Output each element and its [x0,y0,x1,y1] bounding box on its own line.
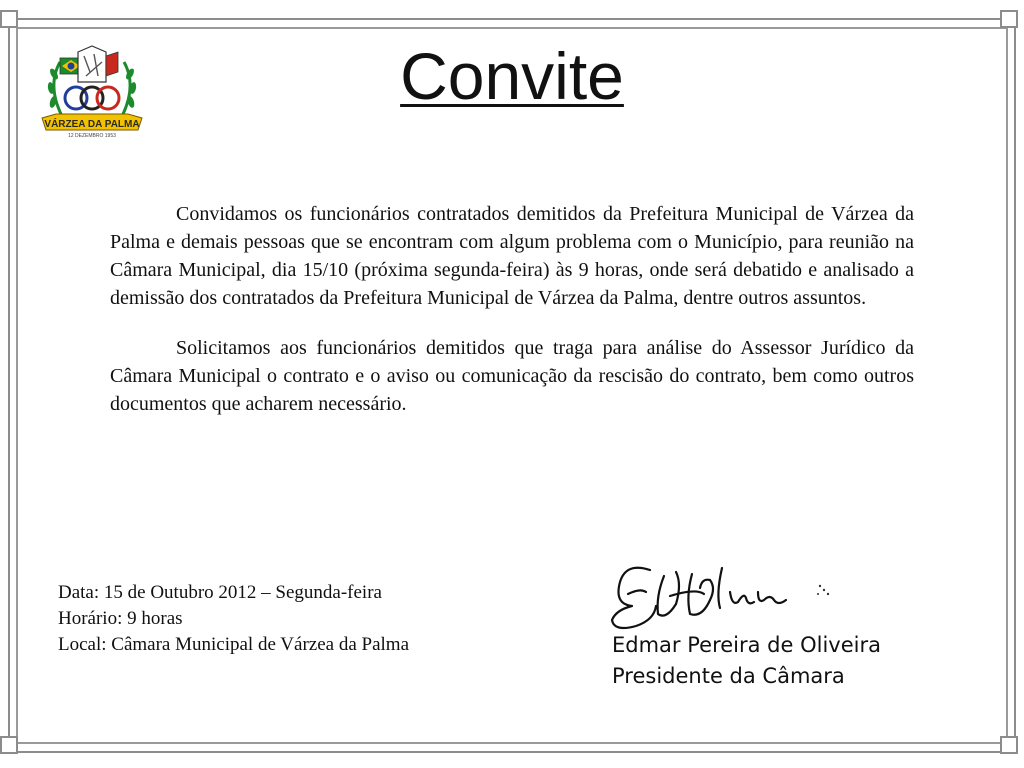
border-corner-bottom-right [1000,736,1018,754]
meeting-time: Horário: 9 horas [58,608,183,629]
border-corner-bottom-left [0,736,18,754]
body-paragraph-2: Solicitamos aos funcionários demitidos que traga para análise do Assessor Jurídico da Câmara Municipal o contrato e o aviso ou comunicação da rescisão do contrato, bem como outros documentos que acharem necessário. [110,337,914,415]
invitation-body [110,200,914,440]
signer-role: Presidente da Câmara [612,664,845,688]
body-paragraph-1: Convidamos os funcionários contratados demitidos da Prefeitura Municipal de Várzea da Palma e demais pessoas que se encontram com algum problema com o Município, para reunião na Câmara Municipal, dia 15/10 (próxima segunda-feira) às 9 horas, onde será debatido e analisado a demissão dos contratados da Prefeitura Municipal de Várzea da Palma, dentre outros assuntos. [110,203,914,309]
signer-name: Edmar Pereira de Oliveira [612,633,881,657]
page-title [0,36,1024,116]
meeting-place: Local: Câmara Municipal de Várzea da Palma [58,634,409,655]
logo-banner-text: VÁRZEA DA PALMA [44,119,140,130]
border-corner-top-left [0,10,18,28]
handwritten-signature [606,548,846,632]
border-corner-top-right [1000,10,1018,28]
logo-subtext: 12 DEZEMBRO 1953 [68,133,116,139]
title-text: Convite [400,39,624,113]
meeting-details [58,580,409,658]
meeting-date: Data: 15 de Outubro 2012 – Segunda-feira [58,582,382,603]
signer-block [612,630,881,692]
